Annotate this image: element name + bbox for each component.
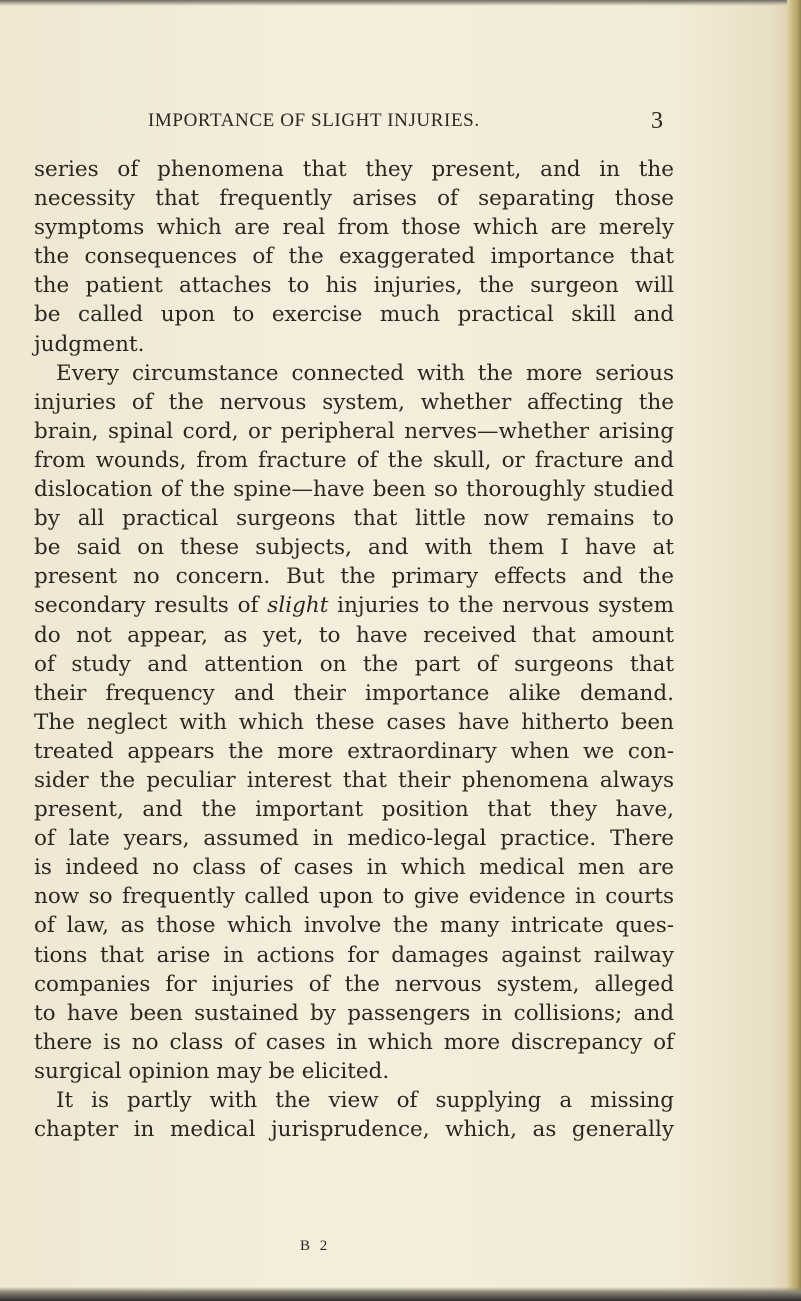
page-gutter-edge — [787, 0, 801, 1301]
text-line: from wounds, from fracture of the skull, or fracture and — [34, 447, 674, 473]
text-line: do not appear, as yet, to have received that amount — [34, 622, 674, 648]
text-line: now so frequently called upon to give evidence in courts — [34, 884, 674, 910]
text-line: be said on these subjects, and with them I have at — [34, 535, 674, 561]
page-number: 3 — [651, 108, 663, 134]
text-line: their frequency and their importance alike demand. — [34, 680, 674, 706]
page-top-edge — [0, 0, 801, 6]
text-line: of law, as those which involve the many intricate ques- — [34, 913, 674, 939]
text-line: present no concern. But the primary effects and the — [34, 564, 674, 590]
text-line: the patient attaches to his injuries, the surgeon will — [34, 273, 674, 299]
text-line: judgment. — [34, 331, 145, 357]
text-line: of late years, assumed in medico-legal practice. There — [34, 826, 674, 852]
text-line: treated appears the more extraordinary when we con- — [34, 738, 674, 764]
text-line: surgical opinion may be elicited. — [34, 1058, 390, 1084]
body-text — [34, 155, 674, 1144]
text-line: companies for injuries of the nervous system, alleged — [34, 971, 674, 997]
text-line: series of phenomena that they present, and in the — [34, 157, 674, 182]
text-line: injuries of the nervous system, whether affecting the — [34, 389, 674, 415]
text-line: chapter in medical jurisprudence, which, as generally — [34, 1117, 674, 1143]
paragraph-start-line: It is partly with the view of supplying a missing — [56, 1088, 674, 1113]
running-head: IMPORTANCE OF SLIGHT INJURIES. — [148, 110, 480, 131]
text-line: by all practical surgeons that little now remains to — [34, 506, 674, 532]
text-line: present, and the important position that they have, — [34, 797, 674, 823]
text-line: of study and attention on the part of surgeons that — [34, 651, 674, 677]
text-line: The neglect with which these cases have hitherto been — [34, 709, 674, 735]
paragraph-start-line: Every circumstance connected with the more serious — [56, 360, 674, 386]
page-header — [148, 110, 663, 140]
page-bottom-edge — [0, 1287, 801, 1301]
text-line: symptoms which are real from those which are merely — [34, 215, 674, 241]
text-line: necessity that frequently arises of separating those — [34, 186, 674, 212]
text-line — [34, 591, 674, 620]
printer-signature: B 2 — [300, 1238, 331, 1254]
text-line: there is no class of cases in which more discrepancy of — [34, 1029, 674, 1055]
text-line: tions that arise in actions for damages against railway — [34, 942, 674, 968]
text-segment: injuries to the nervous system — [328, 593, 674, 619]
text-line: to have been sustained by passengers in collisions; and — [34, 1000, 674, 1026]
text-segment: secondary results of — [34, 593, 268, 619]
text-line: be called upon to exercise much practical skill and — [34, 302, 674, 328]
text-line: brain, spinal cord, or peripheral nerves—whether arising — [34, 418, 674, 444]
text-line: sider the peculiar interest that their phenomena always — [34, 767, 674, 793]
emphasis-slight: slight — [267, 593, 329, 619]
text-line: the consequences of the exaggerated importance that — [34, 244, 674, 270]
text-line: dislocation of the spine—have been so thoroughly studied — [34, 477, 674, 503]
text-line: is indeed no class of cases in which medical men are — [34, 855, 674, 881]
